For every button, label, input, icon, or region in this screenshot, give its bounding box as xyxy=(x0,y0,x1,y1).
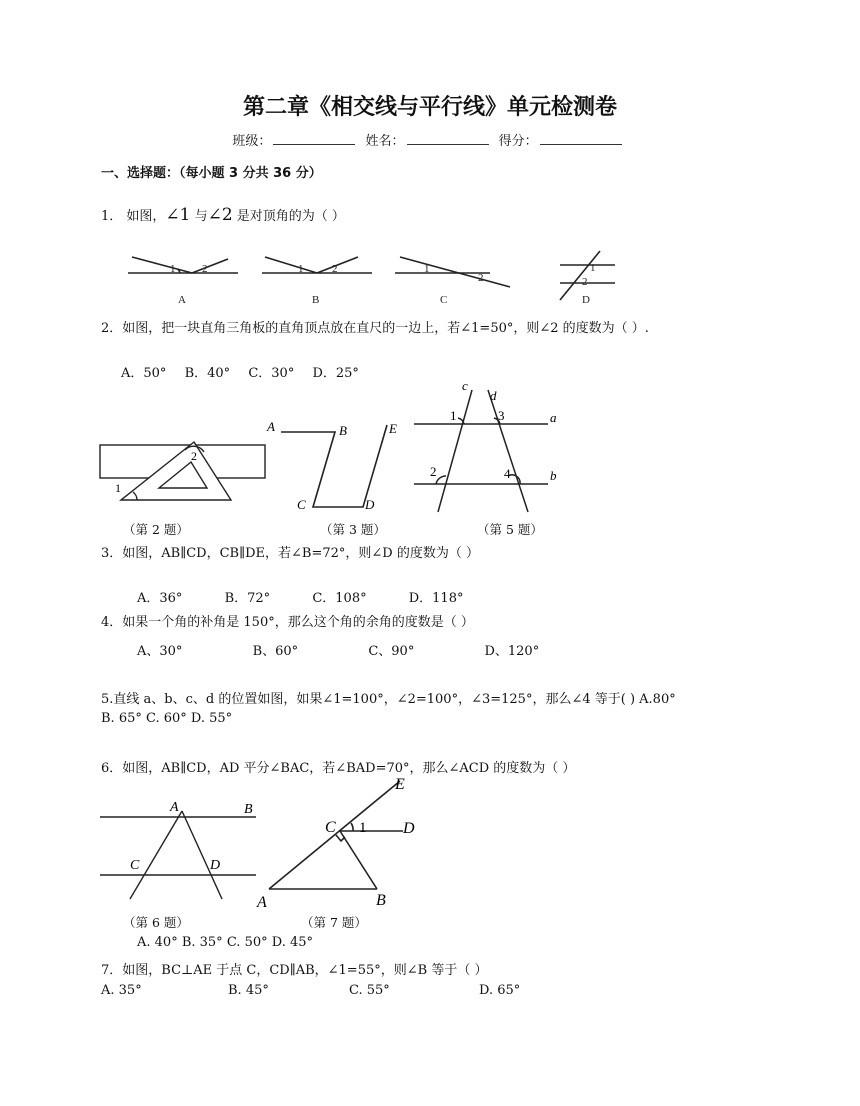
question-4: 4．如果一个角的补角是 150°，那么这个角的余角的度数是（ ） xyxy=(101,615,474,630)
fig3-label-c: C xyxy=(297,497,306,512)
q1-fig-label-c: C xyxy=(440,294,448,306)
fig5-caption: （第 5 题） xyxy=(477,522,543,537)
class-label: 班级： xyxy=(232,134,272,149)
q2-options xyxy=(121,362,359,381)
fig5-label-3: 3 xyxy=(498,408,505,423)
fig7-label-a: A xyxy=(257,894,267,911)
score-blank[interactable] xyxy=(540,132,622,145)
q5-options[interactable]: B. 65° C. 60° D. 55° xyxy=(101,711,233,726)
q3-option-d[interactable]: D．118° xyxy=(408,591,464,606)
fig5-label-c: c xyxy=(462,378,468,393)
q2-option-d[interactable]: D．25° xyxy=(312,366,359,381)
fig3-label-d: D xyxy=(365,497,375,512)
svg-text:2: 2 xyxy=(582,276,588,288)
q4-option-a[interactable]: A、30° xyxy=(137,644,183,659)
fig5-label-d: d xyxy=(490,388,497,403)
fig3-label-b: B xyxy=(339,423,347,438)
fig5-label-1: 1 xyxy=(450,408,457,423)
fig2-ruler-triangle xyxy=(99,420,269,515)
fig2-label-1: 1 xyxy=(115,481,121,495)
svg-text:2: 2 xyxy=(202,263,208,275)
question-3: 3．如图，AB∥CD，CB∥DE，若∠B=72°，则∠D 的度数为（ ） xyxy=(101,546,479,561)
q6-options[interactable]: A. 40° B. 35° C. 50° D. 45° xyxy=(137,935,314,950)
fig2-triangle xyxy=(121,442,231,500)
score-label: 得分： xyxy=(498,134,538,149)
q3-option-b[interactable]: B．72° xyxy=(224,591,271,606)
question-7: 7．如图，BC⊥AE 于点 C，CD∥AB，∠1=55°，则∠B 等于（ ） xyxy=(101,963,488,978)
fig3-caption: （第 3 题） xyxy=(320,522,386,537)
fig2-label-2: 2 xyxy=(191,449,197,463)
svg-text:2: 2 xyxy=(478,272,484,284)
question-5: 5.直线 a、b、c、d 的位置如图，如果∠1=100°，∠2=100°，∠3=125°，那么∠4 等于( ) A.80° xyxy=(101,692,676,707)
svg-text:1: 1 xyxy=(590,262,596,274)
svg-text:1: 1 xyxy=(170,263,176,275)
fig5-label-4: 4 xyxy=(504,466,511,481)
fig7-label-b: B xyxy=(376,892,386,909)
svg-text:2: 2 xyxy=(332,263,338,275)
q1a-ray2 xyxy=(192,259,228,273)
fig6-parallel-lines xyxy=(100,795,260,905)
q1-fig-label-b: B xyxy=(312,294,320,306)
fig6-label-c: C xyxy=(130,858,140,873)
fig5-label-b: b xyxy=(550,468,557,483)
q4-option-d[interactable]: D、120° xyxy=(484,644,540,659)
q2-option-b[interactable]: B．40° xyxy=(184,366,231,381)
name-blank[interactable] xyxy=(407,132,489,145)
question-2: 2．如图，把一块直角三角板的直角顶点放在直尺的一边上，若∠1=50°，则∠2 的度数为（ ）. xyxy=(101,321,649,336)
q3-option-a[interactable]: A．36° xyxy=(137,591,183,606)
q3-options xyxy=(137,587,463,606)
student-info-line xyxy=(0,130,860,149)
class-blank[interactable] xyxy=(273,132,355,145)
q1-fig-label-d: D xyxy=(582,294,590,306)
svg-text:1: 1 xyxy=(424,263,430,275)
q2-option-a[interactable]: A．50° xyxy=(121,366,167,381)
question-1 xyxy=(101,205,345,225)
q1-text-b: 是对顶角的为（ ） xyxy=(232,209,345,224)
page-title: 第二章《相交线与平行线》单元检测卷 xyxy=(242,95,617,120)
fig5-label-a: a xyxy=(550,410,557,425)
fig5-four-lines xyxy=(410,380,565,515)
fig2-caption: （第 2 题） xyxy=(123,522,189,537)
q1-angle2: ∠2 xyxy=(207,205,233,225)
svg-text:1: 1 xyxy=(298,263,304,275)
q7-options xyxy=(101,983,521,998)
fig7-triangle xyxy=(255,775,435,910)
fig7-label-e: E xyxy=(395,776,405,793)
q1a-ray1 xyxy=(132,257,192,273)
fig3-label-e: E xyxy=(389,421,397,436)
q3-option-c[interactable]: C．108° xyxy=(312,591,367,606)
q1-fig-label-a: A xyxy=(178,294,186,306)
section-heading: 一、选择题：（每小题 3 分共 36 分） xyxy=(101,166,322,181)
fig7-label-d: D xyxy=(403,820,415,837)
q4-option-c[interactable]: C、90° xyxy=(368,644,415,659)
fig6-label-d: D xyxy=(210,858,221,873)
fig6-label-b: B xyxy=(244,802,253,817)
q7-option-a[interactable]: A. 35° xyxy=(101,983,142,998)
q7-option-b[interactable]: B. 45° xyxy=(228,983,269,998)
fig6-label-a: A xyxy=(170,800,179,815)
name-label: 姓名： xyxy=(365,134,405,149)
q4-options xyxy=(137,640,539,659)
fig7-caption: （第 7 题） xyxy=(301,915,367,930)
fig7-label-c: C xyxy=(325,819,336,836)
fig3-label-a: A xyxy=(267,419,275,434)
q7-option-c[interactable]: C. 55° xyxy=(349,983,390,998)
q1-text-a: 1． 如图， xyxy=(101,209,166,224)
q1-angle1: ∠1 xyxy=(165,205,191,225)
q7-option-d[interactable]: D. 65° xyxy=(479,983,521,998)
fig7-label-1: 1 xyxy=(359,820,367,836)
fig6-caption: （第 6 题） xyxy=(123,915,189,930)
q4-option-b[interactable]: B、60° xyxy=(252,644,299,659)
q1-mid: 与 xyxy=(190,209,208,224)
q1-figures xyxy=(120,245,640,310)
question-6: 6．如图，AB∥CD，AD 平分∠BAC，若∠BAD=70°，那么∠ACD 的度数为（ ） xyxy=(101,761,576,776)
fig3-zigzag xyxy=(265,415,405,515)
q2-option-c[interactable]: C．30° xyxy=(248,366,295,381)
fig5-label-2: 2 xyxy=(430,464,437,479)
